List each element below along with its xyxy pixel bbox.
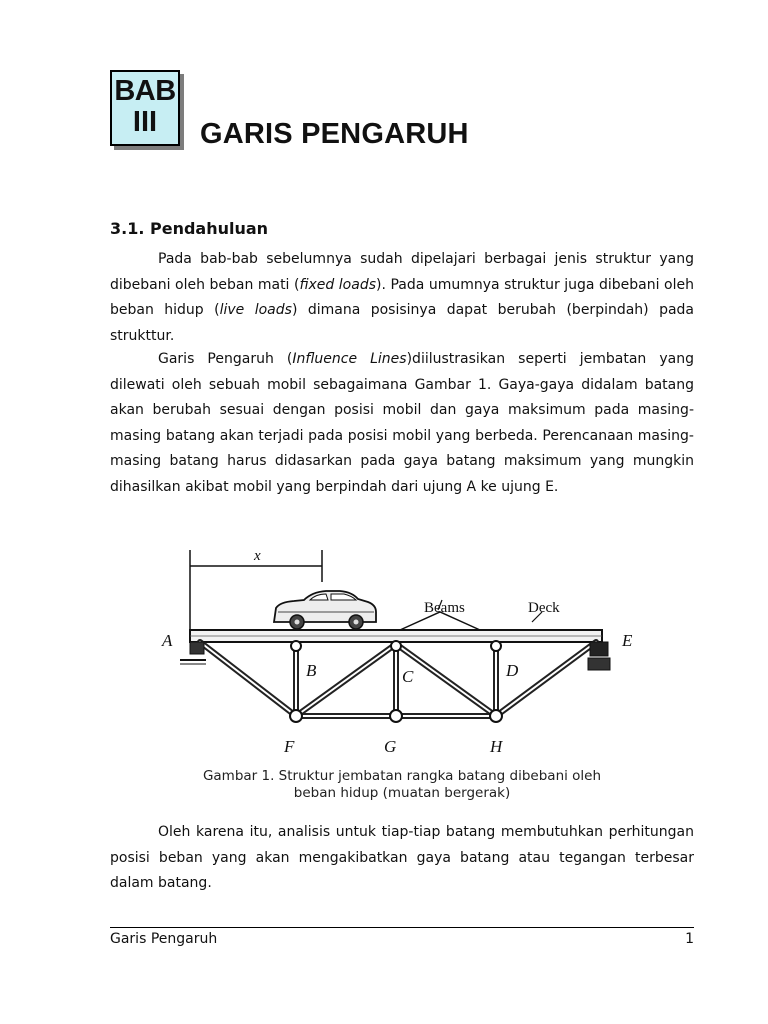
node-label-b: B [306,661,317,680]
paragraph-influence-lines [110,347,694,501]
beams-label: Beams [424,600,465,616]
footer-title: Garis Pengaruh [110,931,218,947]
node-label-h: H [490,737,503,752]
deck-label: Deck [528,600,560,616]
footer-divider [110,927,694,928]
figure-caption [110,768,694,802]
paragraph-influence-text-2: )diilustrasikan seperti jembatan yang dilewati oleh sebuah mobil sebagaimana Gambar 1. Gaya-gaya didalam batang akan berubah sesuai dengan posisi mobil dan gaya maksimum pada masing-masing batang akan terjadi pada posisi mobil yang berbeda. Perencanaan masing-masing batang harus didasarkan pada gaya batang maksimum yang mungkin dihasilkan akibat mobil yang berpindah dari ujung A ke ujung E. [110,351,694,495]
page-number: 1 [685,931,694,947]
paragraph-intro-italic-2: live loads [219,302,292,319]
node-label-c: C [402,667,414,686]
truss-members [200,642,596,716]
paragraph-influence-text-1: Garis Pengaruh ( [158,351,293,367]
figure-caption-line-2: beban hidup (muatan bergerak) [293,785,511,801]
paragraph-conclusion: Oleh karena itu, analisis untuk tiap-tiap batang membutuhkan perhitungan posisi beban yang akan mengakibatkan gaya batang atau tegangan terbesar dalam batang. [110,824,694,892]
chapter-title: GARIS PENGARUH [200,118,469,150]
chapter-badge-number: III [132,106,158,138]
paragraph-intro-text-2: ). Pada umumnya struktur juga dibebani oleh beban hidup ( [110,276,694,319]
chapter-badge [110,70,180,146]
left-support-icon [180,642,206,664]
truss-bridge-diagram [160,542,640,752]
truss-bridge-figure [160,542,640,752]
car-icon [274,591,376,629]
paragraph-intro-text-3: ) dimana posisinya dapat berubah (berpindah) pada strukttur. [110,302,695,344]
node-label-g: G [384,737,397,752]
node-label-e: E [622,631,633,650]
right-support-icon [588,642,610,670]
paragraph-intro [110,247,694,349]
section-heading: 3.1. Pendahuluan [110,219,269,238]
chapter-badge-label: BAB [114,75,176,107]
node-label-f: F [284,737,295,752]
node-label-d: D [506,661,519,680]
figure-caption-line-1: Gambar 1. Struktur jembatan rangka batang dibebani oleh [202,768,602,784]
paragraph-influence-italic: Influence Lines [292,351,407,367]
node-label-a: A [162,631,173,650]
paragraph-intro-italic-1: fixed loads [299,276,377,293]
paragraph-intro-text-1: Pada bab-bab sebelumnya sudah dipelajari berbagai jenis struktur yang dibebani oleh beban mati ( [110,251,694,293]
dimension-label: x [254,548,261,564]
